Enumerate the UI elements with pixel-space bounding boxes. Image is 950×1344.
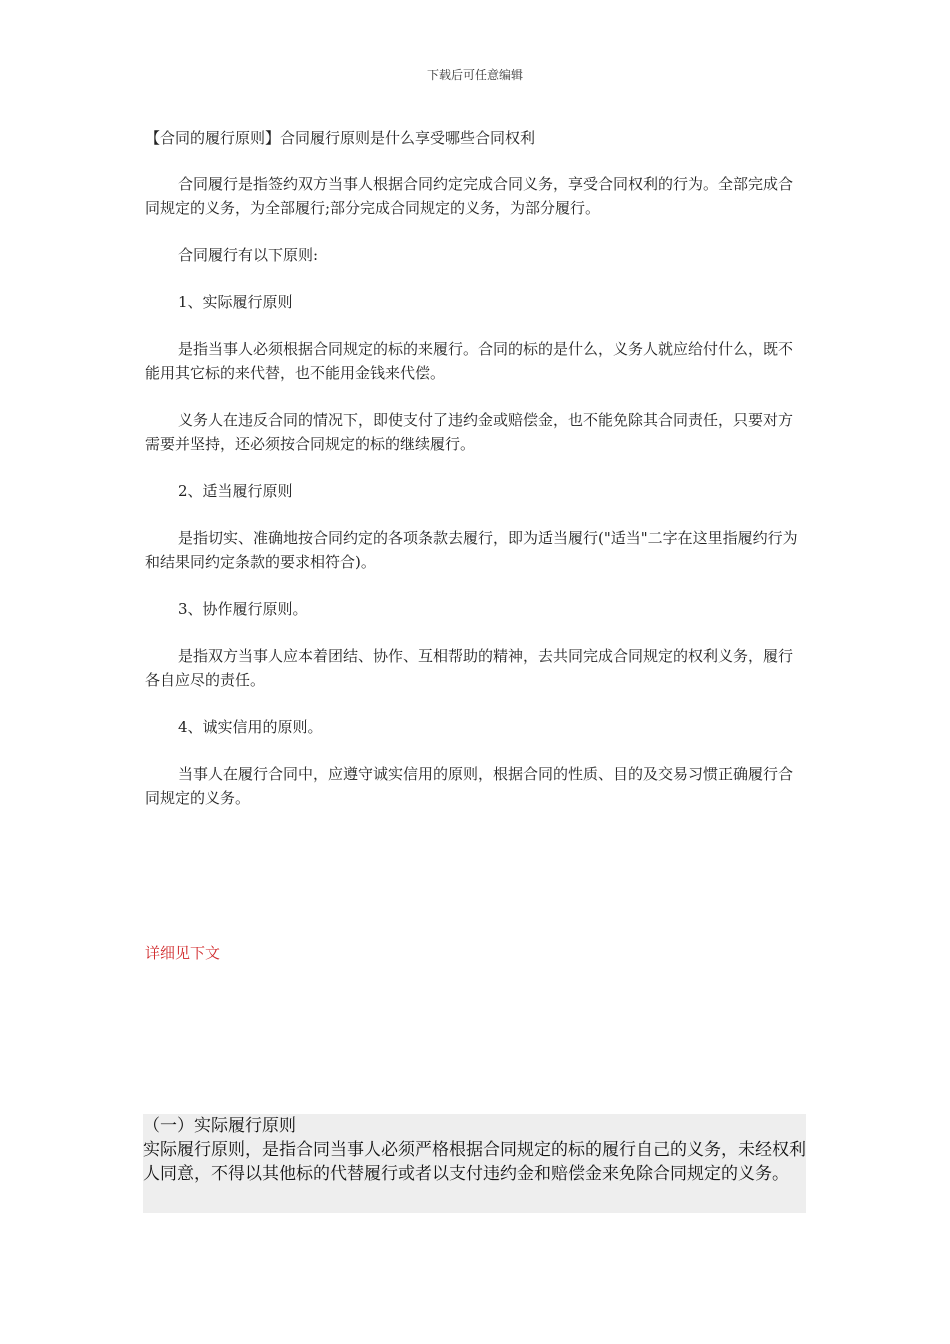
- see-more-link[interactable]: 详细见下文: [145, 944, 221, 962]
- page-header: 下载后可任意编辑: [426, 68, 523, 82]
- section-1-paragraph-1: 是指当事人必须根据合同规定的标的来履行。合同的标的是什么，义务人就应给付什么，既不能用其它标的来代替，也不能用金钱来代偿。: [145, 340, 794, 382]
- section-heading-1: 1、实际履行原则: [178, 293, 293, 311]
- detail-box-text: 实际履行原则，是指合同当事人必须严格根据合同规定的标的履行自己的义务，未经权利人同意，不得以其他标的代替履行或者以支付违约金和赔偿金来免除合同规定的义务。: [143, 1140, 806, 1184]
- article: [145, 126, 805, 833]
- section-heading-3: 3、协作履行原则。: [178, 600, 308, 618]
- detail-box-heading: （一）实际履行原则: [143, 1116, 296, 1136]
- principles-intro: 合同履行有以下原则:: [178, 246, 319, 264]
- intro-paragraph: 合同履行是指签约双方当事人根据合同约定完成合同义务，享受合同权利的行为。全部完成合同规定的义务，为全部履行;部分完成合同规定的义务，为部分履行。: [145, 175, 794, 217]
- section-3-paragraph-1: 是指双方当事人应本着团结、协作、互相帮助的精神，去共同完成合同规定的权利义务，履行各自应尽的责任。: [145, 647, 794, 689]
- section-1-paragraph-2: 义务人在违反合同的情况下，即使支付了违约金或赔偿金，也不能免除其合同责任，只要对方需要并坚持，还必须按合同规定的标的继续履行。: [145, 411, 794, 453]
- section-2-paragraph-1: 是指切实、准确地按合同约定的各项条款去履行，即为适当履行("适当"二字在这里指履约行为和结果同约定条款的要求相符合)。: [145, 529, 798, 571]
- article-title: 【合同的履行原则】合同履行原则是什么享受哪些合同权利: [145, 129, 536, 147]
- section-4-paragraph-1: 当事人在履行合同中，应遵守诚实信用的原则，根据合同的性质、目的及交易习惯正确履行合同规定的义务。: [145, 765, 794, 807]
- detail-box: [143, 1114, 806, 1213]
- section-heading-2: 2、适当履行原则: [178, 482, 293, 500]
- section-heading-4: 4、诚实信用的原则。: [178, 718, 323, 736]
